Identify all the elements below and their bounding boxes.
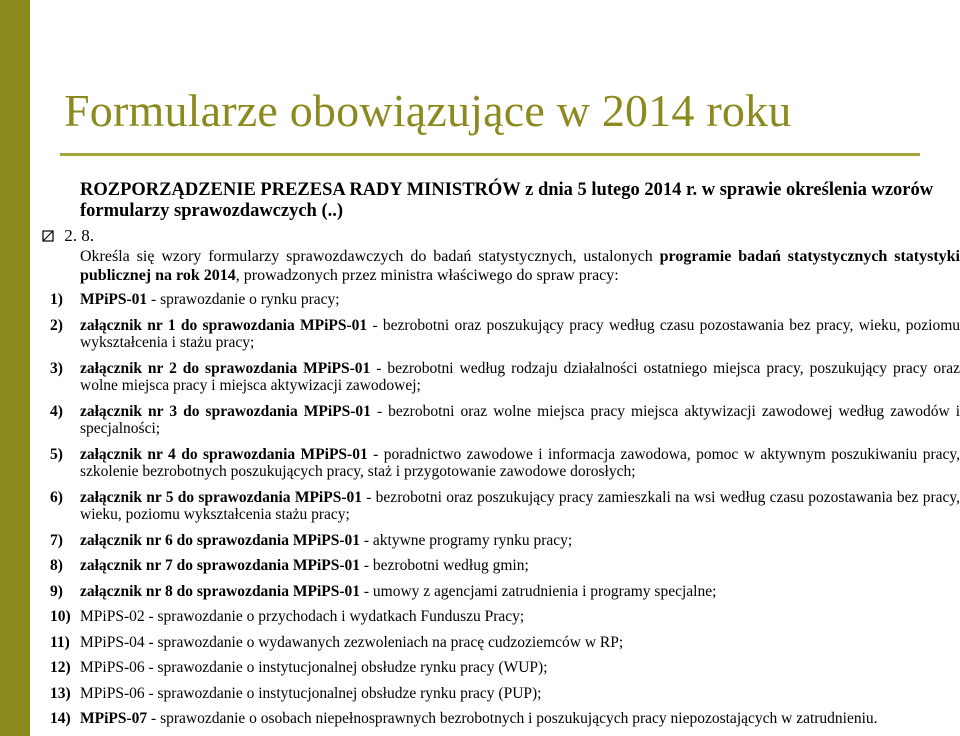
item-number: 11) [50, 633, 70, 651]
item-bold-text: załącznik nr 1 do sprawozdania MPiPS-01 [80, 316, 368, 334]
list-item [50, 608, 960, 626]
intro-paragraph [80, 247, 960, 285]
list-item [50, 360, 960, 395]
item-text: - poradnictwo zawodowe i informacja zawodowa, pomoc w aktywnym poszukiwaniu pracy, szkolenie bezrobotnych poszukujących pracy, staż i przygotowanie zawodowe dorosłych; [80, 445, 960, 480]
item-bold-text: załącznik nr 8 do sprawozdania MPiPS-01 [80, 582, 361, 600]
item-bold-text: załącznik nr 7 do sprawozdania MPiPS-01 [80, 557, 361, 574]
list-item [50, 659, 960, 677]
item-bold-text: załącznik nr 2 do sprawozdania MPiPS-01 [80, 359, 371, 377]
item-text: - bezrobotni oraz wolne miejsca pracy miejsca aktywizacji zawodowej według zawodów i specjalności; [80, 402, 960, 437]
item-number: 2) [50, 316, 63, 334]
item-number: 12) [50, 659, 71, 676]
item-number: 9) [50, 582, 63, 600]
square-bullet-icon [42, 230, 54, 242]
item-text: MPiPS-04 - sprawozdanie o wydawanych zezwoleniach na pracę cudzoziemców w RP; [80, 633, 624, 651]
intro-text-2: , prowadzonych przez ministra właściwego do spraw pracy: [235, 267, 619, 284]
list-item [50, 583, 960, 601]
list-item [50, 403, 960, 438]
slide-title: Formularze obowiązujące w 2014 roku [64, 85, 792, 136]
item-text: - sprawozdanie o rynku pracy; [147, 291, 340, 308]
item-number: 7) [50, 531, 63, 549]
list-item [50, 446, 960, 481]
intro-text-bold: programie badań statystycznych statystyki publicznej na rok 2014 [80, 248, 960, 284]
list-item [50, 710, 960, 728]
item-number: 3) [50, 359, 63, 377]
item-bold-text: załącznik nr 4 do sprawozdania MPiPS-01 [80, 445, 368, 463]
item-number: 1) [50, 291, 63, 308]
item-text: MPiPS-06 - sprawozdanie o instytucjonalnej obsłudze rynku pracy (WUP); [80, 659, 548, 676]
item-bold-text: załącznik nr 3 do sprawozdania MPiPS-01 [80, 402, 371, 420]
section-reference [42, 226, 94, 246]
item-text: - bezrobotni oraz poszukujący pracy według czasu pozostawania bez pracy, wieku, poziomu wykształcenia i stażu pracy; [80, 316, 960, 351]
list-item [50, 317, 960, 352]
item-bold-text: załącznik nr 6 do sprawozdania MPiPS-01 [80, 531, 361, 549]
item-bold-text: załącznik nr 5 do sprawozdania MPiPS-01 [80, 488, 362, 506]
item-number: 8) [50, 557, 63, 574]
left-accent-bar [0, 0, 30, 736]
intro-text-1: Określa się wzory formularzy sprawozdawczych do badań statystycznych, ustalonych [80, 248, 660, 265]
list-item [50, 532, 960, 550]
item-number: 14) [50, 710, 71, 727]
item-text: - umowy z agencjami zatrudnienia i programy specjalne; [360, 582, 717, 600]
item-text: - bezrobotni według rodzaju działalności ostatniego miejsca pracy, poszukujący pracy oraz wolne miejsca pracy i miejsca aktywizacji zawodowej; [80, 359, 960, 394]
list-item [50, 634, 960, 652]
item-text: - bezrobotni według gmin; [360, 557, 529, 574]
item-text: MPiPS-06 - sprawozdanie o instytucjonalnej obsłudze rynku pracy (PUP); [80, 684, 542, 702]
item-number: 5) [50, 445, 63, 463]
section-number: 2. 8. [64, 226, 94, 245]
list-item [50, 291, 960, 309]
title-underline [60, 153, 920, 156]
list-item [50, 489, 960, 524]
item-bold-text: MPiPS-01 [80, 291, 148, 308]
item-text: - sprawozdanie o osobach niepełnosprawnych bezrobotnych i poszukujących pracy niepozostających w zatrudnieniu. [147, 710, 878, 727]
item-text: - aktywne programy rynku pracy; [360, 531, 573, 549]
item-bold-text: MPiPS-07 [80, 710, 148, 727]
list-item [50, 557, 960, 575]
form-list [50, 291, 960, 736]
item-number: 4) [50, 402, 63, 420]
item-text: - bezrobotni oraz poszukujący pracy zamieszkali na wsi według czasu pozostawania bez pracy, wieku, poziomu wykształcenia stażu pracy; [80, 488, 960, 523]
item-number: 10) [50, 608, 71, 625]
item-number: 6) [50, 488, 63, 506]
item-text: MPiPS-02 - sprawozdanie o przychodach i wydatkach Funduszu Pracy; [80, 608, 525, 625]
item-number: 13) [50, 684, 71, 702]
regulation-heading: ROZPORZĄDZENIE PREZESA RADY MINISTRÓW z dnia 5 lutego 2014 r. w sprawie określenia wzorów formularzy sprawozdawczych (..) [80, 180, 934, 221]
list-item [50, 685, 960, 703]
